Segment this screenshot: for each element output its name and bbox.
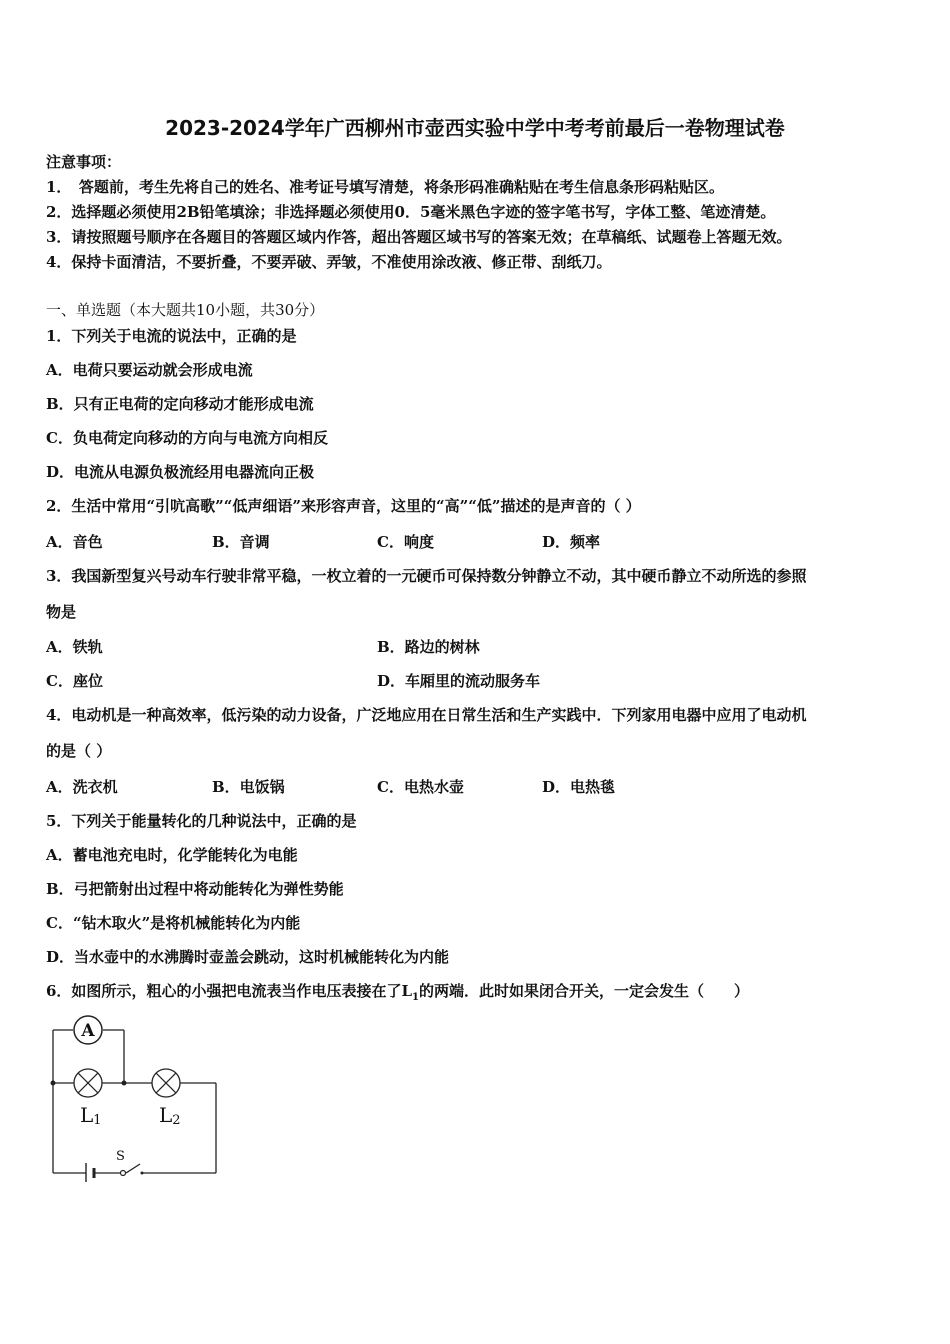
switch-contact	[141, 1172, 144, 1175]
question-stem: 2．生活中常用“引吭高歌”“低声细语”来形容声音，这里的“高”“低”描述的是声音的（ ）	[46, 497, 641, 515]
option: B．弓把箭射出过程中将动能转化为弹性势能	[46, 880, 344, 898]
option: B．音调	[212, 533, 270, 551]
switch-label: S	[116, 1149, 125, 1164]
option: D．频率	[542, 533, 601, 551]
junction-dot	[51, 1081, 56, 1086]
option: C．负电荷定向移动的方向与电流方向相反	[46, 429, 328, 447]
option: A．蓄电池充电时，化学能转化为电能	[46, 846, 298, 864]
question-stem: 3．我国新型复兴号动车行驶非常平稳，一枚立着的一元硬币可保持数分钟静立不动，其中硬币静立不动所选的参照	[46, 567, 807, 585]
stem-part: 的两端．此时如果闭合开关，一定会发生（ ）	[418, 982, 749, 1000]
question-stem-cont: 的是（ ）	[46, 742, 112, 760]
lamp-l2-label: L2	[159, 1103, 181, 1128]
option: A．音色	[46, 533, 103, 551]
option: B．只有正电荷的定向移动才能形成电流	[46, 395, 314, 413]
option: C．“钻木取火”是将机械能转化为内能	[46, 914, 301, 932]
option: C．响度	[377, 533, 434, 551]
option: B．路边的树林	[377, 638, 480, 656]
option: C．电热水壶	[377, 778, 464, 796]
notice-item: 3．请按照题号顺序在各题目的答题区域内作答，超出答题区域书写的答案无效；在草稿纸、试题卷上答题无效。	[46, 228, 792, 246]
option: C．座位	[46, 672, 103, 690]
question-stem: 4．电动机是一种高效率，低污染的动力设备，广泛地应用在日常生活和生产实践中．下列家用电器中应用了电动机	[46, 706, 807, 724]
option: A．铁轨	[46, 638, 103, 656]
lamp-l2	[152, 1069, 180, 1097]
notice-heading: 注意事项：	[46, 153, 122, 171]
option: D．电热毯	[542, 778, 616, 796]
option: D．当水壶中的水沸腾时壶盖会跳动，这时机械能转化为内能	[46, 948, 450, 966]
circuit-diagram	[40, 1012, 230, 1182]
question-stem-cont: 物是	[46, 603, 77, 621]
question-stem	[46, 981, 749, 1008]
section-heading: 一、单选题（本大题共10小题，共30分）	[46, 301, 325, 319]
option: A．电荷只要运动就会形成电流	[46, 361, 253, 379]
notice-item: 2．选择题必须使用2B铅笔填涂；非选择题必须使用0．5毫米黑色字迹的签字笔书写，字体工整、笔迹清楚。	[46, 203, 776, 221]
ammeter-label: A	[81, 1021, 95, 1041]
switch-contact	[121, 1171, 126, 1176]
page-title: 2023-2024学年广西柳州市壶西实验中学中考考前最后一卷物理试卷	[165, 116, 785, 140]
lamp-l1	[74, 1069, 102, 1097]
junction-dot	[122, 1081, 127, 1086]
notice-item: 4．保持卡面清洁，不要折叠，不要弄破、弄皱，不准使用涂改液、修正带、刮纸刀。	[46, 253, 612, 271]
option: D．车厢里的流动服务车	[377, 672, 541, 690]
option: B．电饭锅	[212, 778, 285, 796]
question-stem: 5．下列关于能量转化的几种说法中，正确的是	[46, 812, 357, 830]
stem-part: 6．如图所示，粗心的小强把电流表当作电压表接在了L	[46, 982, 412, 1000]
lamp-l1-label: L1	[80, 1103, 102, 1128]
stem-subscript: 1	[412, 992, 419, 1003]
question-stem: 1．下列关于电流的说法中，正确的是	[46, 327, 297, 345]
option: A．洗衣机	[46, 778, 118, 796]
option: D．电流从电源负极流经用电器流向正极	[46, 463, 315, 481]
ammeter-symbol	[74, 1016, 102, 1044]
notice-item: 1． 答题前，考生先将自己的姓名、准考证号填写清楚，将条形码准确粘贴在考生信息条形码粘贴区。	[46, 178, 724, 196]
